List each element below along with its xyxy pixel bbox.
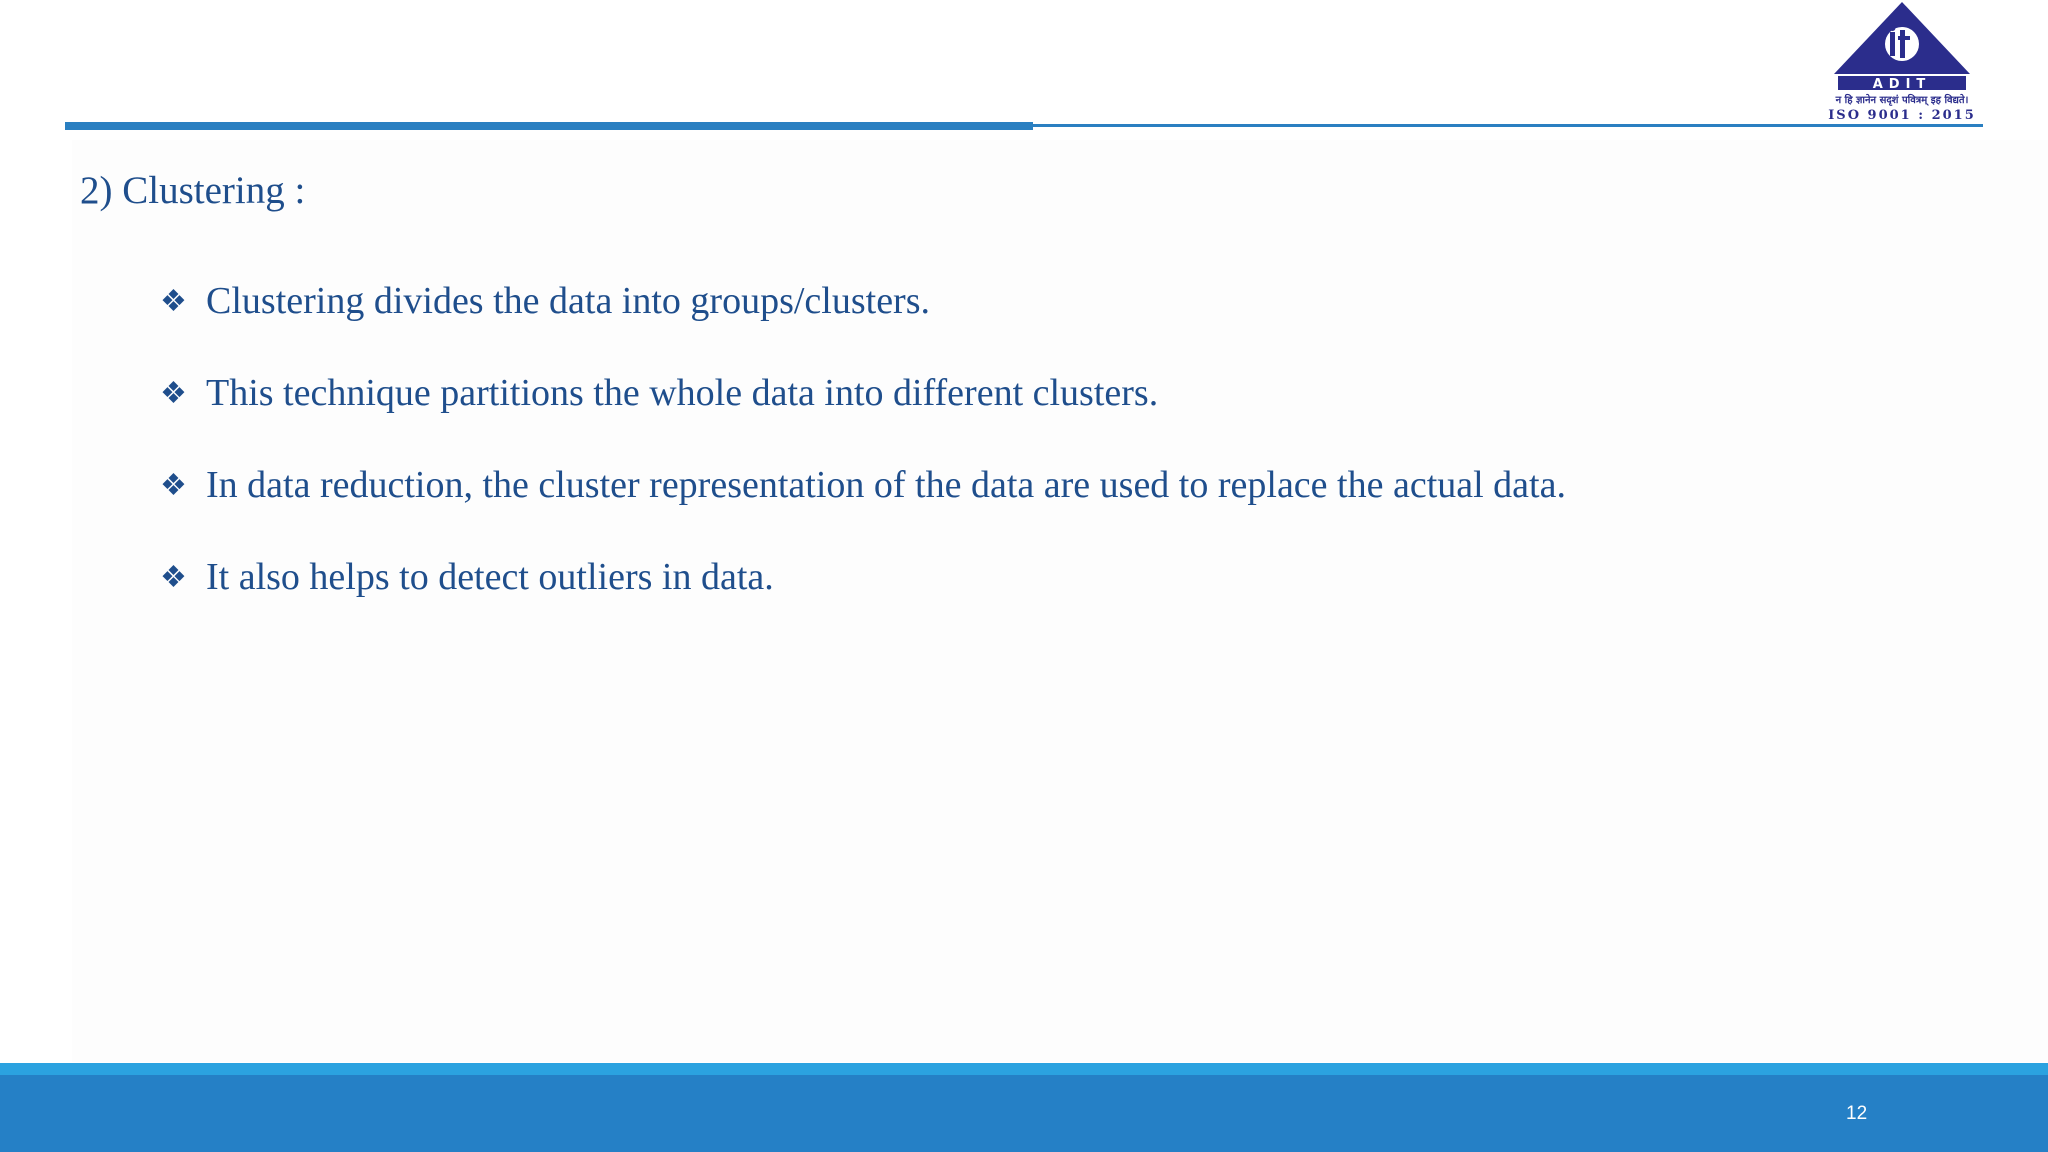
footer-bar — [0, 1075, 2048, 1152]
diamond-bullet-icon: ❖ — [160, 284, 187, 318]
bullet-item — [160, 531, 1566, 623]
page-number: 12 — [1846, 1103, 1868, 1124]
bullet-item — [160, 255, 1566, 347]
bullet-item — [160, 439, 1566, 531]
bullet-list — [160, 255, 1566, 623]
bullet-item — [160, 347, 1566, 439]
logo-tagline: न हि ज्ञानेन सदृशं पवित्रम् इह विद्यते। — [1835, 95, 1969, 106]
diamond-bullet-icon: ❖ — [160, 560, 187, 594]
slide-heading: 2) Clustering : — [80, 169, 306, 212]
logo-iso-label: ISO 9001 : 2015 — [1828, 108, 1976, 123]
diamond-bullet-icon: ❖ — [160, 468, 187, 502]
diamond-bullet-icon: ❖ — [160, 376, 187, 410]
footer-accent-strip — [0, 1063, 2048, 1075]
adit-logo — [1818, 0, 1986, 128]
bullet-text: It also helps to detect outliers in data. — [206, 556, 774, 598]
header-rule-thick — [65, 122, 1033, 130]
logo-wordmark: ADIT — [1872, 77, 1932, 92]
bullet-text: This technique partitions the whole data into different clusters. — [206, 372, 1159, 414]
logo-triangle-icon — [1818, 0, 1986, 92]
bullet-text: In data reduction, the cluster representation of the data are used to replace the actual data. — [206, 464, 1566, 506]
bullet-text: Clustering divides the data into groups/clusters. — [206, 280, 931, 322]
